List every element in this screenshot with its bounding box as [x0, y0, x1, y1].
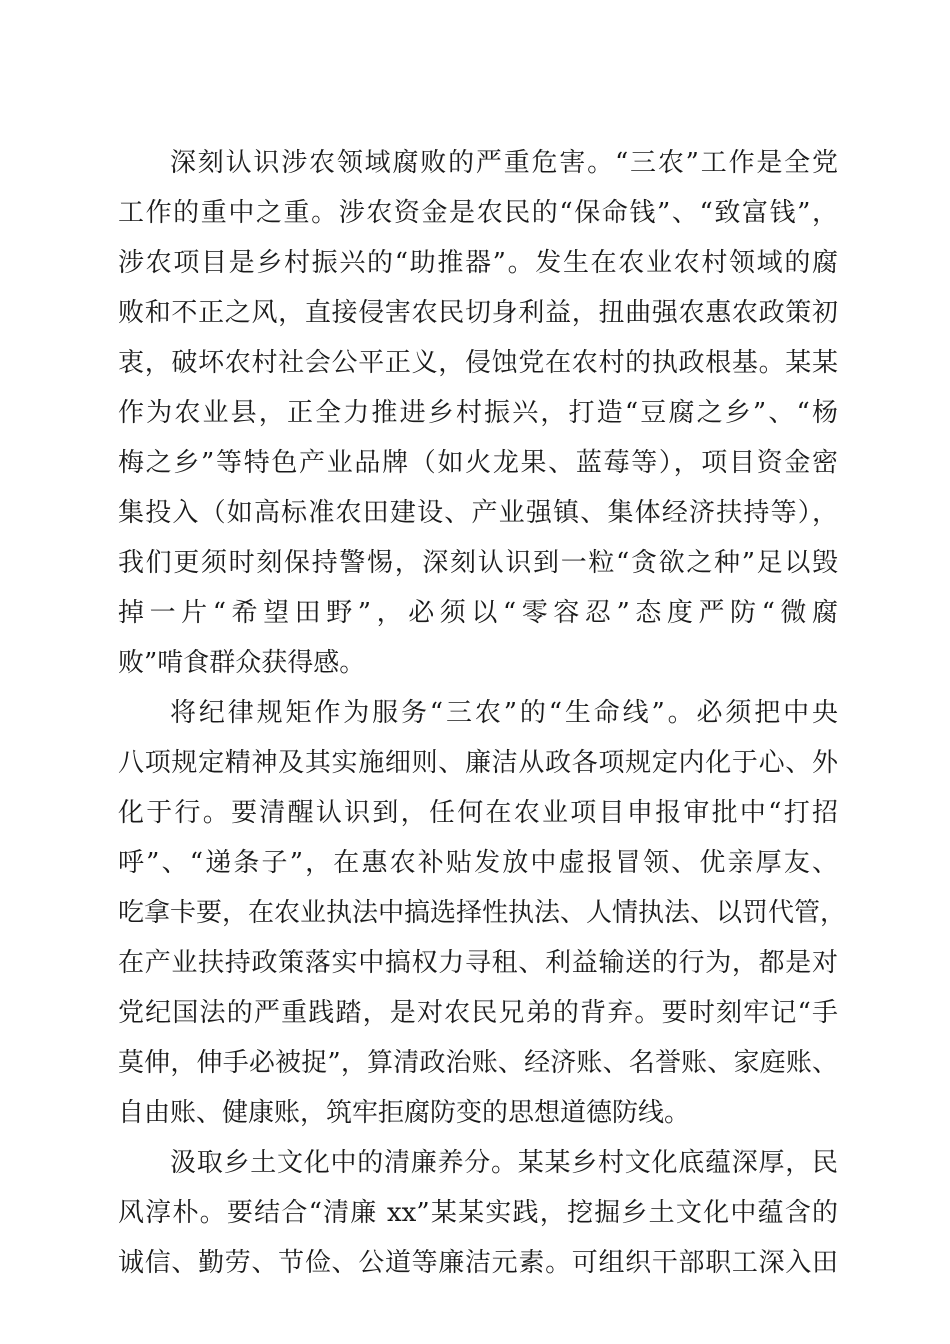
text-line: 败”啃食群众获得感。 [118, 648, 366, 678]
text-line: 在产业扶持政策落实中搞权力寻租、利益输送的行为，都是对 [118, 948, 838, 978]
text-line: 化于行。要清醒认识到，任何在农业项目申报审批中“打招 [118, 798, 838, 828]
text-line: 吃拿卡要，在农业执法中搞选择性执法、人情执法、以罚代管， [118, 898, 847, 928]
text-line: 八项规定精神及其实施细则、廉洁从政各项规定内化于心、外 [118, 748, 838, 778]
text-line: 汲取乡土文化中的清廉养分。某某乡村文化底蕴深厚，民 [170, 1148, 838, 1178]
text-line: 呼”、“递条子”，在惠农补贴发放中虚报冒领、优亲厚友、 [118, 848, 838, 878]
text-line: 作为农业县，正全力推进乡村振兴，打造“豆腐之乡”、“杨 [118, 398, 838, 428]
text-line: 工作的重中之重。涉农资金是农民的“保命钱”、“致富钱”， [118, 198, 838, 228]
text-line: 将纪律规矩作为服务“三农”的“生命线”。必须把中央 [170, 698, 838, 728]
paragraph-3 [118, 1138, 838, 1288]
text-line: 掉一片“希望田野”，必须以“零容忍”态度严防“微腐 [118, 598, 838, 628]
text-line: 集投入（如高标准农田建设、产业强镇、集体经济扶持等）， [118, 498, 838, 528]
text-line: 党纪国法的严重践踏，是对农民兄弟的背弃。要时刻牢记“手 [118, 998, 838, 1028]
text-line: 败和不正之风，直接侵害农民切身利益，扭曲强农惠农政策初 [118, 298, 838, 328]
text-line: 自由账、健康账，筑牢拒腐防变的思想道德防线。 [118, 1098, 691, 1128]
text-line: 风淳朴。要结合“清廉 xx”某某实践，挖掘乡土文化中蕴含的 [118, 1198, 838, 1228]
document-body [118, 138, 847, 1288]
text-line: 莫伸，伸手必被捉”，算清政治账、经济账、名誉账、家庭账、 [118, 1048, 838, 1078]
text-line: 我们更须时刻保持警惕，深刻认识到一粒“贪欲之种”足以毁 [118, 548, 838, 578]
text-line: 深刻认识涉农领域腐败的严重危害。“三农”工作是全党 [170, 148, 838, 178]
paragraph-1 [118, 138, 838, 688]
text-line: 衷，破坏农村社会公平正义，侵蚀党在农村的执政根基。某某 [118, 348, 838, 378]
text-line: 诚信、勤劳、节俭、公道等廉洁元素。可组织干部职工深入田 [118, 1248, 838, 1278]
text-line: 涉农项目是乡村振兴的“助推器”。发生在农业农村领域的腐 [118, 248, 838, 278]
paragraph-2 [118, 688, 847, 1138]
text-line: 梅之乡”等特色产业品牌（如火龙果、蓝莓等），项目资金密 [118, 448, 838, 478]
